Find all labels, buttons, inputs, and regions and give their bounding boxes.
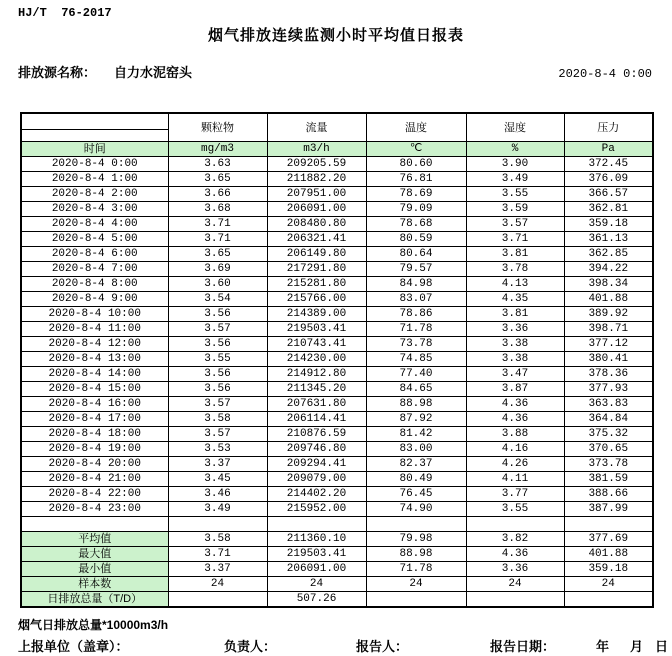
- summary-value-cell: 3.37: [168, 562, 267, 577]
- value-cell: 80.60: [366, 157, 466, 172]
- summary-value-cell: 71.78: [366, 562, 466, 577]
- summary-value-cell: 24: [168, 577, 267, 592]
- value-cell: 78.86: [366, 307, 466, 322]
- value-cell: 3.87: [466, 382, 564, 397]
- reporter-label: 报告人：: [356, 639, 409, 654]
- value-cell: 3.56: [168, 367, 267, 382]
- value-cell: 3.66: [168, 187, 267, 202]
- table-row: [21, 277, 653, 292]
- header-rows: [21, 113, 653, 157]
- value-cell: 219503.41: [267, 322, 366, 337]
- value-cell: 209746.80: [267, 442, 366, 457]
- table-row: [21, 337, 653, 352]
- time-cell: 2020-8-4 8:00: [21, 277, 168, 292]
- value-cell: 214230.00: [267, 352, 366, 367]
- table-row: [21, 232, 653, 247]
- table-row: [21, 262, 653, 277]
- summary-label: 最小值: [21, 562, 168, 577]
- source-name-value: 自力水泥窑头: [114, 65, 193, 80]
- responsible-person-label: 负责人：: [224, 639, 277, 654]
- value-cell: 3.81: [466, 307, 564, 322]
- summary-value-cell: 3.58: [168, 532, 267, 547]
- value-cell: 207951.00: [267, 187, 366, 202]
- summary-value-cell: 377.69: [564, 532, 653, 547]
- time-cell: 2020-8-4 13:00: [21, 352, 168, 367]
- value-cell: 215281.80: [267, 277, 366, 292]
- time-cell: 2020-8-4 5:00: [21, 232, 168, 247]
- unit-pressure: Pa: [564, 142, 653, 157]
- value-cell: 361.13: [564, 232, 653, 247]
- summary-row: [21, 592, 653, 608]
- value-cell: 208480.80: [267, 217, 366, 232]
- spacer-cell: [21, 517, 168, 532]
- value-cell: 3.45: [168, 472, 267, 487]
- summary-label: 平均值: [21, 532, 168, 547]
- value-cell: 3.57: [168, 322, 267, 337]
- time-cell: 2020-8-4 7:00: [21, 262, 168, 277]
- value-cell: 4.36: [466, 397, 564, 412]
- value-cell: 206091.00: [267, 202, 366, 217]
- table-row: [21, 442, 653, 457]
- value-cell: 373.78: [564, 457, 653, 472]
- value-cell: 362.81: [564, 202, 653, 217]
- value-cell: 375.32: [564, 427, 653, 442]
- value-cell: 4.16: [466, 442, 564, 457]
- report-title: 烟气排放连续监测小时平均值日报表: [207, 27, 464, 44]
- value-cell: 3.46: [168, 487, 267, 502]
- value-cell: 83.00: [366, 442, 466, 457]
- value-cell: 388.66: [564, 487, 653, 502]
- data-rows: [21, 157, 653, 517]
- value-cell: 80.59: [366, 232, 466, 247]
- standard-number: HJ/T 76-2017: [18, 6, 112, 20]
- unit-temperature: ℃: [366, 142, 466, 157]
- value-cell: 76.45: [366, 487, 466, 502]
- col-header-pressure: 压力: [564, 113, 653, 142]
- summary-value-cell: 4.36: [466, 547, 564, 562]
- summary-row: [21, 547, 653, 562]
- col-header-flow: 流量: [267, 113, 366, 142]
- value-cell: 3.56: [168, 382, 267, 397]
- value-cell: 377.12: [564, 337, 653, 352]
- table-row: [21, 307, 653, 322]
- value-cell: 84.98: [366, 277, 466, 292]
- summary-value-cell: 507.26: [267, 592, 366, 608]
- summary-value-cell: 3.36: [466, 562, 564, 577]
- value-cell: 359.18: [564, 217, 653, 232]
- value-cell: 3.55: [168, 352, 267, 367]
- value-cell: 71.78: [366, 322, 466, 337]
- time-cell: 2020-8-4 11:00: [21, 322, 168, 337]
- time-cell: 2020-8-4 9:00: [21, 292, 168, 307]
- spacer-cell: [267, 517, 366, 532]
- value-cell: 3.71: [168, 232, 267, 247]
- value-cell: 3.38: [466, 352, 564, 367]
- value-cell: 3.63: [168, 157, 267, 172]
- time-cell: 2020-8-4 0:00: [21, 157, 168, 172]
- corner-cell-bottom: [21, 130, 168, 142]
- value-cell: 206114.41: [267, 412, 366, 427]
- time-cell: 2020-8-4 10:00: [21, 307, 168, 322]
- value-cell: 3.77: [466, 487, 564, 502]
- meta-row: [18, 62, 652, 81]
- value-cell: 4.13: [466, 277, 564, 292]
- table-row: [21, 397, 653, 412]
- spacer-cell: [466, 517, 564, 532]
- reporting-unit-label: 上报单位（盖章）：: [18, 639, 129, 654]
- summary-value-cell: 359.18: [564, 562, 653, 577]
- value-cell: 3.58: [168, 412, 267, 427]
- value-cell: 4.11: [466, 472, 564, 487]
- value-cell: 210743.41: [267, 337, 366, 352]
- time-cell: 2020-8-4 4:00: [21, 217, 168, 232]
- value-cell: 79.09: [366, 202, 466, 217]
- table-row: [21, 412, 653, 427]
- col-header-humidity: 湿度: [466, 113, 564, 142]
- value-cell: 209079.00: [267, 472, 366, 487]
- table-row: [21, 382, 653, 397]
- summary-value-cell: 79.98: [366, 532, 466, 547]
- day-label: 日: [654, 639, 668, 654]
- time-cell: 2020-8-4 23:00: [21, 502, 168, 517]
- unit-header-row: [21, 142, 653, 157]
- value-cell: 80.64: [366, 247, 466, 262]
- table-row: [21, 187, 653, 202]
- value-cell: 84.65: [366, 382, 466, 397]
- total-emission-note: 烟气日排放总量*10000m3/h: [18, 618, 169, 632]
- col-header-particulate: 颗粒物: [168, 113, 267, 142]
- time-cell: 2020-8-4 14:00: [21, 367, 168, 382]
- summary-value-cell: [168, 592, 267, 608]
- unit-humidity: %: [466, 142, 564, 157]
- table-row: [21, 172, 653, 187]
- value-cell: 209205.59: [267, 157, 366, 172]
- time-cell: 2020-8-4 18:00: [21, 427, 168, 442]
- value-cell: 3.90: [466, 157, 564, 172]
- value-cell: 3.57: [168, 397, 267, 412]
- summary-value-cell: 24: [466, 577, 564, 592]
- value-cell: 387.99: [564, 502, 653, 517]
- value-cell: 211882.20: [267, 172, 366, 187]
- summary-value-cell: 206091.00: [267, 562, 366, 577]
- value-cell: 209294.41: [267, 457, 366, 472]
- time-cell: 2020-8-4 2:00: [21, 187, 168, 202]
- summary-value-cell: [466, 592, 564, 608]
- value-cell: 3.81: [466, 247, 564, 262]
- value-cell: 3.49: [466, 172, 564, 187]
- param-header-row: [21, 113, 653, 130]
- time-cell: 2020-8-4 16:00: [21, 397, 168, 412]
- value-cell: 78.69: [366, 187, 466, 202]
- table-row: [21, 292, 653, 307]
- value-cell: 3.37: [168, 457, 267, 472]
- value-cell: 3.38: [466, 337, 564, 352]
- value-cell: 206149.80: [267, 247, 366, 262]
- value-cell: 76.81: [366, 172, 466, 187]
- value-cell: 87.92: [366, 412, 466, 427]
- time-cell: 2020-8-4 19:00: [21, 442, 168, 457]
- time-cell: 2020-8-4 21:00: [21, 472, 168, 487]
- value-cell: 81.42: [366, 427, 466, 442]
- value-cell: 215766.00: [267, 292, 366, 307]
- value-cell: 394.22: [564, 262, 653, 277]
- summary-label: 最大值: [21, 547, 168, 562]
- value-cell: 372.45: [564, 157, 653, 172]
- value-cell: 74.90: [366, 502, 466, 517]
- time-cell: 2020-8-4 12:00: [21, 337, 168, 352]
- value-cell: 3.53: [168, 442, 267, 457]
- value-cell: 398.71: [564, 322, 653, 337]
- value-cell: 214402.20: [267, 487, 366, 502]
- value-cell: 378.36: [564, 367, 653, 382]
- value-cell: 78.68: [366, 217, 466, 232]
- table-row: [21, 472, 653, 487]
- table-row: [21, 157, 653, 172]
- value-cell: 3.36: [466, 322, 564, 337]
- summary-value-cell: [564, 592, 653, 608]
- value-cell: 380.41: [564, 352, 653, 367]
- summary-row: [21, 577, 653, 592]
- summary-value-cell: 24: [267, 577, 366, 592]
- table-row: [21, 352, 653, 367]
- emission-source: [18, 62, 192, 81]
- table-row: [21, 202, 653, 217]
- unit-particulate: mg/m3: [168, 142, 267, 157]
- table-row: [21, 427, 653, 442]
- value-cell: 363.83: [564, 397, 653, 412]
- value-cell: 3.55: [466, 502, 564, 517]
- table-row: [21, 247, 653, 262]
- signature-row: [18, 636, 668, 652]
- table-row: [21, 457, 653, 472]
- summary-row: [21, 532, 653, 547]
- table-row: [21, 367, 653, 382]
- time-cell: 2020-8-4 17:00: [21, 412, 168, 427]
- time-cell: 2020-8-4 6:00: [21, 247, 168, 262]
- value-cell: 80.49: [366, 472, 466, 487]
- value-cell: 366.57: [564, 187, 653, 202]
- hourly-average-table: [20, 112, 654, 608]
- value-cell: 370.65: [564, 442, 653, 457]
- value-cell: 364.84: [564, 412, 653, 427]
- summary-value-cell: 219503.41: [267, 547, 366, 562]
- value-cell: 4.36: [466, 412, 564, 427]
- summary-value-cell: 211360.10: [267, 532, 366, 547]
- value-cell: 211345.20: [267, 382, 366, 397]
- table-row: [21, 502, 653, 517]
- value-cell: 3.65: [168, 172, 267, 187]
- value-cell: 3.71: [168, 217, 267, 232]
- report-datetime: 2020-8-4 0:00: [558, 67, 652, 81]
- report-date-label: 报告日期：: [490, 639, 556, 654]
- value-cell: 83.07: [366, 292, 466, 307]
- value-cell: 79.57: [366, 262, 466, 277]
- value-cell: 3.65: [168, 247, 267, 262]
- value-cell: 3.49: [168, 502, 267, 517]
- summary-value-cell: 401.88: [564, 547, 653, 562]
- value-cell: 389.92: [564, 307, 653, 322]
- value-cell: 3.68: [168, 202, 267, 217]
- table-row: [21, 487, 653, 502]
- value-cell: 3.55: [466, 187, 564, 202]
- value-cell: 398.34: [564, 277, 653, 292]
- value-cell: 77.40: [366, 367, 466, 382]
- value-cell: 73.78: [366, 337, 466, 352]
- value-cell: 377.93: [564, 382, 653, 397]
- value-cell: 207631.80: [267, 397, 366, 412]
- source-name-label: 排放源名称：: [18, 65, 97, 80]
- value-cell: 3.54: [168, 292, 267, 307]
- value-cell: 3.78: [466, 262, 564, 277]
- value-cell: 82.37: [366, 457, 466, 472]
- year-label: 年: [596, 639, 610, 654]
- spacer-cell: [168, 517, 267, 532]
- time-cell: 2020-8-4 3:00: [21, 202, 168, 217]
- table-row: [21, 217, 653, 232]
- value-cell: 3.56: [168, 307, 267, 322]
- value-cell: 3.88: [466, 427, 564, 442]
- summary-value-cell: 88.98: [366, 547, 466, 562]
- month-label: 月: [630, 639, 644, 654]
- time-cell: 2020-8-4 20:00: [21, 457, 168, 472]
- col-header-temperature: 温度: [366, 113, 466, 142]
- time-cell: 2020-8-4 22:00: [21, 487, 168, 502]
- value-cell: 3.57: [168, 427, 267, 442]
- summary-value-cell: 24: [564, 577, 653, 592]
- summary-value-cell: [366, 592, 466, 608]
- summary-value-cell: 3.71: [168, 547, 267, 562]
- value-cell: 88.98: [366, 397, 466, 412]
- value-cell: 4.26: [466, 457, 564, 472]
- summary-value-cell: 24: [366, 577, 466, 592]
- summary-rows: [21, 517, 653, 608]
- spacer-cell: [366, 517, 466, 532]
- value-cell: 3.59: [466, 202, 564, 217]
- value-cell: 381.59: [564, 472, 653, 487]
- summary-value-cell: 3.82: [466, 532, 564, 547]
- table-row: [21, 322, 653, 337]
- spacer-row: [21, 517, 653, 532]
- value-cell: 214389.00: [267, 307, 366, 322]
- value-cell: 210876.59: [267, 427, 366, 442]
- spacer-cell: [564, 517, 653, 532]
- time-cell: 2020-8-4 1:00: [21, 172, 168, 187]
- value-cell: 3.60: [168, 277, 267, 292]
- value-cell: 401.88: [564, 292, 653, 307]
- corner-cell-top: [21, 113, 168, 130]
- summary-label: 日排放总量（T/D）: [21, 592, 168, 608]
- value-cell: 74.85: [366, 352, 466, 367]
- value-cell: 3.56: [168, 337, 267, 352]
- value-cell: 3.69: [168, 262, 267, 277]
- value-cell: 362.85: [564, 247, 653, 262]
- time-header: 时间: [21, 142, 168, 157]
- time-cell: 2020-8-4 15:00: [21, 382, 168, 397]
- unit-flow: m3/h: [267, 142, 366, 157]
- value-cell: 376.09: [564, 172, 653, 187]
- value-cell: 217291.80: [267, 262, 366, 277]
- value-cell: 4.35: [466, 292, 564, 307]
- value-cell: 3.71: [466, 232, 564, 247]
- summary-row: [21, 562, 653, 577]
- value-cell: 206321.41: [267, 232, 366, 247]
- value-cell: 215952.00: [267, 502, 366, 517]
- value-cell: 3.47: [466, 367, 564, 382]
- value-cell: 3.57: [466, 217, 564, 232]
- summary-label: 样本数: [21, 577, 168, 592]
- value-cell: 214912.80: [267, 367, 366, 382]
